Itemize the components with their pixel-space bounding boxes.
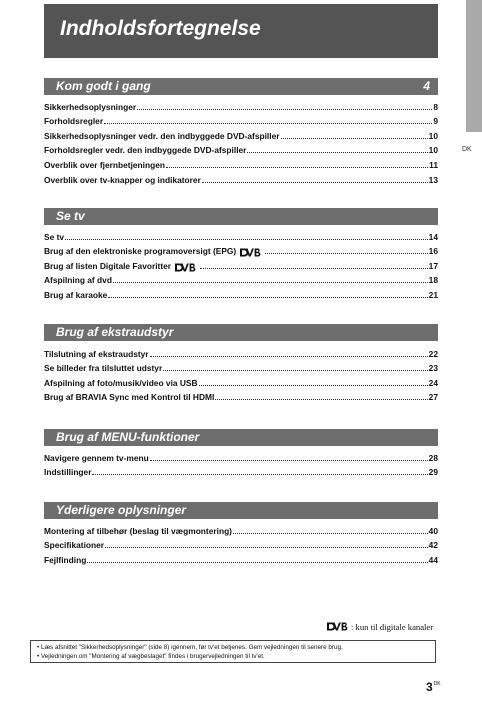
toc-list-brug-af-menu-funktioner xyxy=(44,448,438,477)
toc-entry-page: 40 xyxy=(428,525,438,536)
section-header-brug-af-ekstraudstyr xyxy=(44,324,438,341)
notice-line: • Vejledningen om "Montering af vægbeslaget" findes i brugervejledningen til tv'et. xyxy=(37,653,265,661)
toc-entry-page: 29 xyxy=(428,467,438,478)
toc-entry-label: Afspilning af dvd xyxy=(44,275,112,286)
toc-entry-label: Navigere gennem tv-menu xyxy=(44,452,149,463)
dot-leader xyxy=(199,385,428,386)
dot-leader xyxy=(108,297,427,298)
toc-list-kom-godt-i-gang xyxy=(44,97,438,185)
side-tab-label: DK xyxy=(462,146,472,153)
toc-entry-page: 14 xyxy=(428,231,438,242)
page-number-suffix: DK xyxy=(433,681,441,687)
section-page-number: 4 xyxy=(423,79,430,93)
dot-leader xyxy=(105,547,428,548)
dvb-logo-icon xyxy=(326,621,348,632)
dot-leader xyxy=(166,167,428,168)
toc-entry[interactable] xyxy=(44,155,438,170)
dot-leader xyxy=(265,253,427,254)
title-bar xyxy=(44,4,438,58)
toc-entry-page: 23 xyxy=(428,363,438,374)
toc-entry[interactable] xyxy=(44,536,438,551)
toc-entry[interactable] xyxy=(44,448,438,463)
page-number-value: 3 xyxy=(426,680,433,694)
dot-leader xyxy=(163,370,427,371)
toc-entry[interactable] xyxy=(44,463,438,478)
dot-leader xyxy=(137,109,432,110)
toc-entry-label: Forholdsregler vedr. den indbyggede DVD-afspiller xyxy=(44,145,247,156)
toc-entry[interactable] xyxy=(44,285,438,300)
toc-entry-page: 27 xyxy=(428,392,438,403)
dot-leader xyxy=(200,268,428,269)
toc-entry-label: Brug af karaoke xyxy=(44,289,108,300)
toc-entry-label: Sikkerhedsoplysninger xyxy=(44,101,137,112)
toc-entry[interactable] xyxy=(44,344,438,359)
dvb-footnote xyxy=(326,621,433,632)
toc-entry[interactable] xyxy=(44,373,438,388)
toc-entry-label: Brug af listen Digitale Favoritter xyxy=(44,260,172,271)
toc-entry-page: 10 xyxy=(428,130,438,141)
toc-list-se-tv xyxy=(44,227,438,300)
toc-entry[interactable] xyxy=(44,170,438,185)
toc-entry-page: 18 xyxy=(428,275,438,286)
toc-entry-page: 13 xyxy=(428,174,438,185)
toc-entry-page: 8 xyxy=(433,101,438,112)
toc-entry-label: Fejlfinding xyxy=(44,554,87,565)
page-title: Indholdsfortegnelse xyxy=(60,17,261,40)
notice-line: • Læs afsnittet "Sikkerhedsoplysninger" (side 8) igennem, før tv'et betjenes. Gem vejledningen til senere brug. xyxy=(37,644,343,651)
toc-entry[interactable] xyxy=(44,271,438,286)
dot-leader xyxy=(202,182,428,183)
toc-entry-page: 22 xyxy=(428,348,438,359)
toc-list-yderligere-oplysninger xyxy=(44,521,438,565)
dvb-logo-icon xyxy=(239,247,261,258)
toc-entry-page: 28 xyxy=(428,452,438,463)
section-title: Kom godt i gang xyxy=(56,79,151,93)
page-number xyxy=(426,680,441,694)
section-header-yderligere-oplysninger xyxy=(44,502,438,519)
dot-leader xyxy=(233,533,428,534)
toc-entry-label: Forholdsregler xyxy=(44,116,104,127)
dot-leader xyxy=(215,399,427,400)
toc-entry[interactable] xyxy=(44,550,438,565)
toc-entry-page: 42 xyxy=(428,540,438,551)
toc-entry[interactable] xyxy=(44,521,438,536)
toc-entry-page: 11 xyxy=(429,159,438,170)
side-tab xyxy=(466,0,482,132)
toc-entry-label: Sikkerhedsoplysninger vedr. den indbyggede DVD-afspiller xyxy=(44,130,280,141)
toc-entry-label: Brug af den elektroniske programoversigt (EPG) xyxy=(44,246,237,257)
toc-entry-label: Brug af BRAVIA Sync med Kontrol til HDMI xyxy=(44,392,215,403)
toc-entry[interactable] xyxy=(44,126,438,141)
toc-entry[interactable] xyxy=(44,141,438,156)
dot-leader xyxy=(281,138,428,139)
section-title: Se tv xyxy=(56,209,85,223)
section-title: Yderligere oplysninger xyxy=(56,503,187,517)
section-title: Brug af MENU-funktioner xyxy=(56,430,200,444)
dot-leader xyxy=(87,562,427,563)
dot-leader xyxy=(150,356,428,357)
toc-entry-label: Overblik over fjernbetjeningen xyxy=(44,159,166,170)
toc-entry[interactable] xyxy=(44,256,438,271)
toc-entry-label: Afspilning af foto/musik/video via USB xyxy=(44,377,198,388)
dot-leader xyxy=(247,152,427,153)
toc-entry[interactable] xyxy=(44,227,438,242)
toc-entry-label: Se billeder fra tilsluttet udstyr xyxy=(44,363,163,374)
toc-entry-label: Overblik over tv-knapper og indikatorer xyxy=(44,174,201,185)
section-header-brug-af-menu-funktioner xyxy=(44,429,438,446)
footnote-text: : kun til digitale kanaler xyxy=(351,622,434,632)
dot-leader xyxy=(150,460,428,461)
toc-entry-page: 17 xyxy=(428,260,438,271)
toc-entry[interactable] xyxy=(44,388,438,403)
toc-entry-label: Se tv xyxy=(44,231,65,242)
notice-box xyxy=(30,640,436,663)
toc-entry-page: 10 xyxy=(428,145,438,156)
toc-entry-label: Tilslutning af ekstraudstyr xyxy=(44,348,149,359)
toc-entry[interactable] xyxy=(44,112,438,127)
toc-list-brug-af-ekstraudstyr xyxy=(44,344,438,402)
dvb-logo-icon xyxy=(174,262,196,273)
toc-entry-label: Indstillinger xyxy=(44,467,92,478)
section-header-kom-godt-i-gang xyxy=(44,78,438,95)
toc-entry-page: 16 xyxy=(428,246,438,257)
toc-entry[interactable] xyxy=(44,359,438,374)
toc-entry[interactable] xyxy=(44,97,438,112)
toc-entry-page: 44 xyxy=(428,554,438,565)
toc-entry-page: 21 xyxy=(428,289,438,300)
toc-entry-page: 24 xyxy=(428,377,438,388)
section-header-se-tv xyxy=(44,208,438,225)
section-title: Brug af ekstraudstyr xyxy=(56,325,174,339)
dot-leader xyxy=(104,123,432,124)
toc-entry-page: 9 xyxy=(433,116,438,127)
toc-entry-label: Montering af tilbehør (beslag til vægmontering) xyxy=(44,525,232,536)
toc-entry-label: Specifikationer xyxy=(44,540,105,551)
dot-leader xyxy=(65,239,428,240)
dot-leader xyxy=(92,474,427,475)
toc-entry[interactable] xyxy=(44,242,438,257)
dot-leader xyxy=(113,282,428,283)
